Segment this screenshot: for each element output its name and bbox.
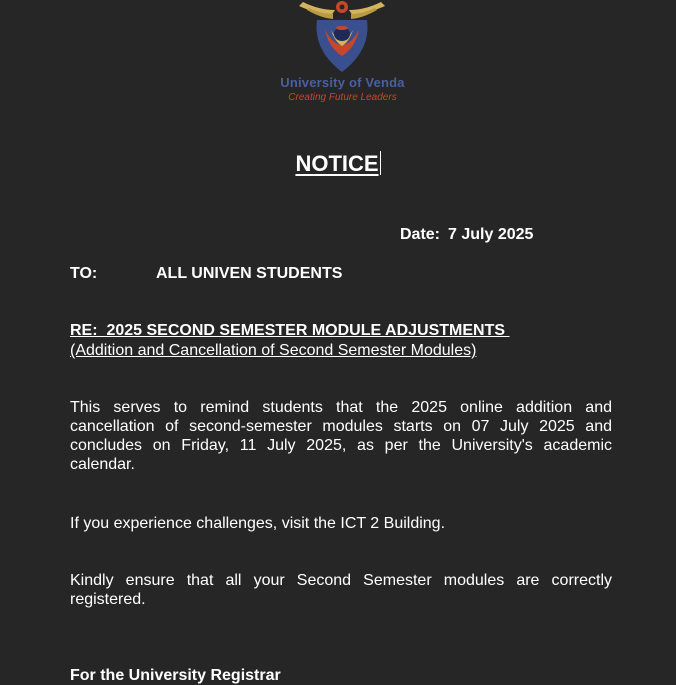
text-cursor: [380, 151, 381, 175]
to-label: TO:: [70, 265, 98, 282]
signoff: For the University Registrar: [70, 667, 281, 684]
recipient-line: [70, 264, 343, 283]
date-value: 7 July 2025: [448, 226, 534, 243]
date-line: [400, 225, 533, 244]
to-value: ALL UNIVEN STUDENTS: [156, 265, 343, 282]
body-paragraph: If you experience challenges, visit the ICT 2 Building.: [70, 515, 446, 532]
notice-title-text: NOTICE: [295, 151, 379, 176]
university-tagline: Creating Future Leaders: [288, 92, 397, 103]
subject-subline: (Addition and Cancellation of Second Semester Modules): [70, 342, 477, 359]
university-logo: [270, 0, 415, 108]
body-paragraph: This serves to remind students that the 2025 online addition and cancellation of second-semester modules starts on 07 July 2025 and concludes on Friday, 11 July 2025, as per the University's academic calendar.: [70, 399, 612, 473]
university-name: University of Venda: [280, 75, 405, 90]
university-crest-icon: [297, 0, 387, 78]
subject-line: RE: 2025 SECOND SEMESTER MODULE ADJUSTMENTS: [70, 322, 510, 339]
notice-title: [0, 151, 676, 177]
date-label: Date:: [400, 226, 441, 243]
body-paragraph: Kindly ensure that all your Second Semester modules are correctly registered.: [70, 572, 612, 608]
